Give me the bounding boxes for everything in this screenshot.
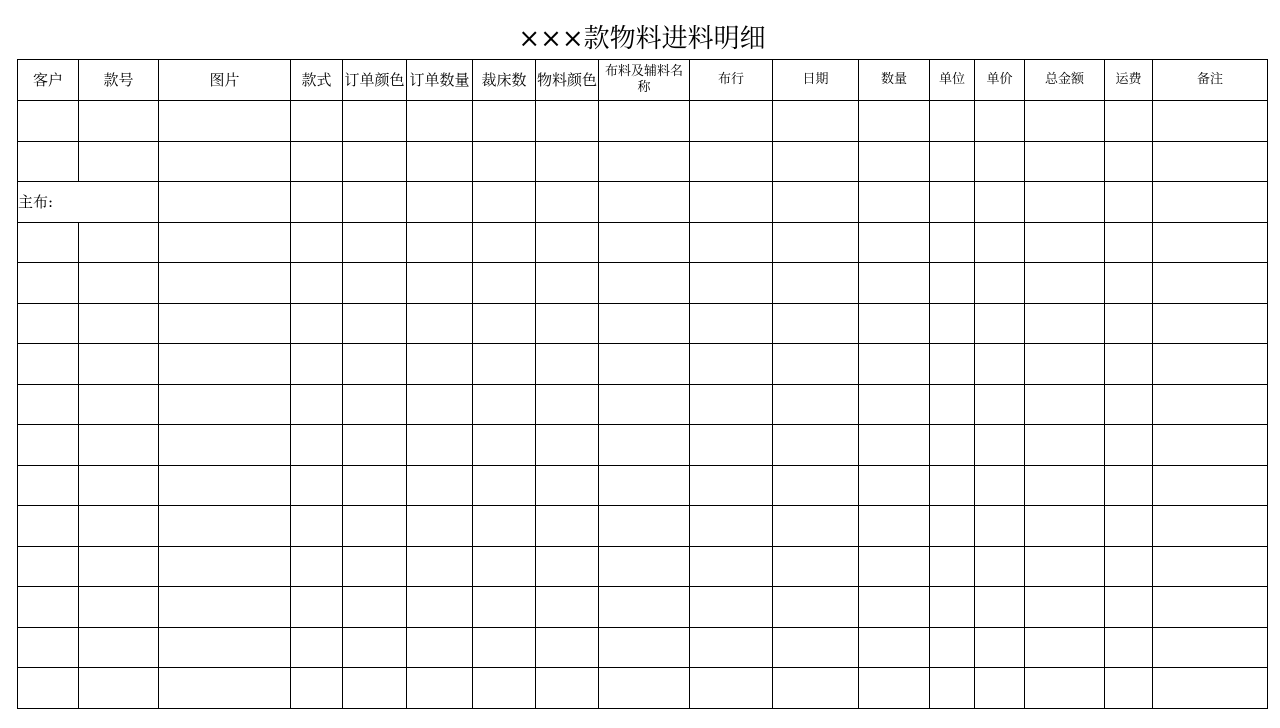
table-cell[interactable]	[473, 506, 536, 547]
table-cell[interactable]	[690, 263, 773, 304]
table-cell[interactable]	[159, 384, 291, 425]
column-header-unit: 单位	[930, 60, 975, 101]
table-cell[interactable]	[343, 141, 407, 182]
table-cell[interactable]	[930, 425, 975, 466]
table-cell[interactable]	[291, 263, 343, 304]
table-cell[interactable]	[536, 668, 599, 709]
material-intake-table	[17, 59, 1268, 709]
table-cell[interactable]	[1025, 222, 1105, 263]
table-cell[interactable]	[159, 506, 291, 547]
table-cell[interactable]	[291, 668, 343, 709]
table-cell[interactable]	[291, 384, 343, 425]
table-cell[interactable]	[536, 384, 599, 425]
table-cell[interactable]	[1105, 425, 1153, 466]
table-cell[interactable]	[536, 101, 599, 142]
table-cell[interactable]	[343, 506, 407, 547]
table-row	[18, 263, 1268, 304]
table-cell[interactable]	[599, 425, 690, 466]
table-cell[interactable]	[690, 222, 773, 263]
table-cell[interactable]	[930, 546, 975, 587]
table-cell[interactable]	[859, 141, 930, 182]
table-cell[interactable]	[599, 101, 690, 142]
table-cell[interactable]	[599, 344, 690, 385]
table-cell[interactable]	[536, 546, 599, 587]
table-cell[interactable]	[473, 182, 536, 223]
table-cell[interactable]	[473, 425, 536, 466]
table-cell[interactable]	[1105, 465, 1153, 506]
table-cell[interactable]	[690, 384, 773, 425]
table-cell[interactable]	[407, 506, 473, 547]
table-cell[interactable]	[1105, 506, 1153, 547]
table-cell[interactable]	[1025, 384, 1105, 425]
table-cell[interactable]	[975, 344, 1025, 385]
table-cell[interactable]	[1025, 303, 1105, 344]
table-cell[interactable]	[773, 141, 859, 182]
table-cell[interactable]	[343, 546, 407, 587]
table-cell[interactable]	[1025, 141, 1105, 182]
table-cell[interactable]	[536, 465, 599, 506]
table-cell[interactable]	[1105, 141, 1153, 182]
table-cell[interactable]	[859, 465, 930, 506]
table-cell[interactable]	[773, 263, 859, 304]
section-label-main-fabric: 主布:	[18, 182, 159, 223]
table-cell[interactable]	[1025, 263, 1105, 304]
column-header-order-qty: 订单数量	[407, 60, 473, 101]
table-cell[interactable]	[473, 668, 536, 709]
table-cell[interactable]	[1025, 668, 1105, 709]
table-cell[interactable]	[407, 425, 473, 466]
table-cell[interactable]	[1025, 587, 1105, 628]
table-cell[interactable]	[690, 141, 773, 182]
column-header-cut-qty: 裁床数	[473, 60, 536, 101]
table-cell[interactable]	[1105, 344, 1153, 385]
column-header-customer: 客户	[18, 60, 79, 101]
table-cell[interactable]	[79, 222, 159, 263]
table-cell[interactable]	[1153, 627, 1268, 668]
table-cell[interactable]	[291, 506, 343, 547]
table-cell[interactable]	[975, 587, 1025, 628]
table-row	[18, 506, 1268, 547]
table-cell[interactable]	[291, 546, 343, 587]
table-cell[interactable]	[343, 465, 407, 506]
table-cell[interactable]	[1025, 546, 1105, 587]
table-cell[interactable]	[930, 506, 975, 547]
table-cell[interactable]	[690, 303, 773, 344]
table-cell[interactable]	[536, 425, 599, 466]
table-cell[interactable]	[1025, 465, 1105, 506]
table-cell[interactable]	[690, 465, 773, 506]
table-cell[interactable]	[407, 627, 473, 668]
table-cell[interactable]	[1153, 668, 1268, 709]
table-cell[interactable]	[773, 222, 859, 263]
table-cell[interactable]	[773, 101, 859, 142]
table-cell[interactable]	[79, 425, 159, 466]
table-cell[interactable]	[859, 222, 930, 263]
table-cell[interactable]	[159, 222, 291, 263]
table-cell[interactable]	[407, 101, 473, 142]
table-row	[18, 465, 1268, 506]
table-cell[interactable]	[599, 384, 690, 425]
table-cell[interactable]	[18, 263, 79, 304]
table-cell[interactable]	[18, 384, 79, 425]
table-cell[interactable]	[536, 141, 599, 182]
table-cell[interactable]	[975, 303, 1025, 344]
table-row	[18, 587, 1268, 628]
table-cell[interactable]	[773, 506, 859, 547]
table-cell[interactable]	[18, 465, 79, 506]
table-cell[interactable]	[159, 465, 291, 506]
table-row	[18, 627, 1268, 668]
table-cell[interactable]	[343, 587, 407, 628]
table-cell[interactable]	[1105, 668, 1153, 709]
table-cell[interactable]	[1025, 101, 1105, 142]
table-cell[interactable]	[473, 222, 536, 263]
table-cell[interactable]	[859, 546, 930, 587]
table-cell[interactable]	[1105, 587, 1153, 628]
table-cell[interactable]	[18, 344, 79, 385]
table-cell[interactable]	[773, 384, 859, 425]
table-cell[interactable]	[690, 668, 773, 709]
table-cell[interactable]	[18, 425, 79, 466]
table-cell[interactable]	[1153, 182, 1268, 223]
table-cell[interactable]	[291, 465, 343, 506]
table-cell[interactable]	[473, 263, 536, 304]
table-cell[interactable]	[18, 587, 79, 628]
table-cell[interactable]	[407, 222, 473, 263]
table-cell[interactable]	[690, 344, 773, 385]
table-cell[interactable]	[536, 222, 599, 263]
header-row	[18, 60, 1268, 101]
table-cell[interactable]	[343, 263, 407, 304]
table-cell[interactable]	[599, 546, 690, 587]
table-cell[interactable]	[18, 506, 79, 547]
table-cell[interactable]	[773, 182, 859, 223]
table-cell[interactable]	[407, 303, 473, 344]
table-cell[interactable]	[1153, 101, 1268, 142]
table-cell[interactable]	[18, 668, 79, 709]
table-cell[interactable]	[1105, 384, 1153, 425]
table-cell[interactable]	[1025, 182, 1105, 223]
table-cell[interactable]	[1153, 465, 1268, 506]
table-cell[interactable]	[859, 587, 930, 628]
table-cell[interactable]	[79, 101, 159, 142]
table-cell[interactable]	[18, 546, 79, 587]
table-cell[interactable]	[473, 303, 536, 344]
table-cell[interactable]	[18, 101, 79, 142]
table-cell[interactable]	[930, 465, 975, 506]
column-header-unit-price: 单价	[975, 60, 1025, 101]
table-cell[interactable]	[1153, 587, 1268, 628]
table-cell[interactable]	[690, 425, 773, 466]
table-cell[interactable]	[599, 182, 690, 223]
table-cell[interactable]	[975, 141, 1025, 182]
table-cell[interactable]	[291, 222, 343, 263]
table-cell[interactable]	[930, 303, 975, 344]
table-cell[interactable]	[1025, 506, 1105, 547]
table-cell[interactable]	[599, 222, 690, 263]
table-cell[interactable]	[975, 425, 1025, 466]
column-header-freight: 运费	[1105, 60, 1153, 101]
table-cell[interactable]	[773, 303, 859, 344]
table-cell[interactable]	[79, 303, 159, 344]
table-cell[interactable]	[859, 263, 930, 304]
table-cell[interactable]	[473, 101, 536, 142]
table-cell[interactable]	[930, 263, 975, 304]
table-cell[interactable]	[79, 587, 159, 628]
table-cell[interactable]	[859, 101, 930, 142]
table-cell[interactable]	[975, 182, 1025, 223]
table-cell[interactable]	[773, 425, 859, 466]
column-header-date: 日期	[773, 60, 859, 101]
column-header-material-name: 布料及辅料名称	[599, 60, 690, 101]
table-cell[interactable]	[159, 303, 291, 344]
table-cell[interactable]	[291, 425, 343, 466]
table-cell[interactable]	[859, 344, 930, 385]
table-cell[interactable]	[291, 587, 343, 628]
table-cell[interactable]	[1153, 344, 1268, 385]
table-cell[interactable]	[159, 425, 291, 466]
table-cell[interactable]	[343, 425, 407, 466]
table-cell[interactable]	[159, 587, 291, 628]
table-cell[interactable]	[1025, 627, 1105, 668]
table-cell[interactable]	[407, 546, 473, 587]
table-cell[interactable]	[159, 263, 291, 304]
table-cell[interactable]	[18, 141, 79, 182]
table-cell[interactable]	[975, 668, 1025, 709]
table-cell[interactable]	[975, 101, 1025, 142]
table-cell[interactable]	[1153, 384, 1268, 425]
table-cell[interactable]	[859, 627, 930, 668]
table-cell[interactable]	[291, 141, 343, 182]
table-cell[interactable]	[473, 627, 536, 668]
table-row	[18, 668, 1268, 709]
table-cell[interactable]	[343, 182, 407, 223]
table-cell[interactable]	[536, 344, 599, 385]
table-cell[interactable]	[536, 303, 599, 344]
table-cell[interactable]	[159, 182, 291, 223]
table-cell[interactable]	[599, 141, 690, 182]
table-cell[interactable]	[599, 263, 690, 304]
table-cell[interactable]	[343, 344, 407, 385]
table-cell[interactable]	[930, 384, 975, 425]
table-cell[interactable]	[975, 506, 1025, 547]
table-cell[interactable]	[690, 546, 773, 587]
table-cell[interactable]	[473, 344, 536, 385]
table-cell[interactable]	[343, 668, 407, 709]
table-cell[interactable]	[79, 141, 159, 182]
table-cell[interactable]	[1153, 141, 1268, 182]
table-row	[18, 222, 1268, 263]
table-cell[interactable]	[975, 546, 1025, 587]
table-cell[interactable]	[690, 587, 773, 628]
table-cell[interactable]	[291, 344, 343, 385]
column-header-image: 图片	[159, 60, 291, 101]
table-cell[interactable]	[536, 182, 599, 223]
table-cell[interactable]	[930, 182, 975, 223]
table-cell[interactable]	[773, 587, 859, 628]
table-cell[interactable]	[79, 384, 159, 425]
table-cell[interactable]	[159, 546, 291, 587]
table-cell[interactable]	[407, 141, 473, 182]
column-header-quantity: 数量	[859, 60, 930, 101]
column-header-style-no: 款号	[79, 60, 159, 101]
table-cell[interactable]	[343, 384, 407, 425]
table-cell[interactable]	[773, 627, 859, 668]
table-cell[interactable]	[930, 101, 975, 142]
table-cell[interactable]	[975, 384, 1025, 425]
column-header-style: 款式	[291, 60, 343, 101]
column-header-material-color: 物料颜色	[536, 60, 599, 101]
table-cell[interactable]	[975, 465, 1025, 506]
table-cell[interactable]	[1153, 546, 1268, 587]
table-cell[interactable]	[690, 182, 773, 223]
table-cell[interactable]	[473, 546, 536, 587]
table-cell[interactable]	[1025, 344, 1105, 385]
table-cell[interactable]	[773, 546, 859, 587]
table-cell[interactable]	[930, 587, 975, 628]
page-title: ×××款物料进料明细	[518, 24, 766, 54]
table-cell[interactable]	[930, 627, 975, 668]
table-cell[interactable]	[690, 101, 773, 142]
table-cell[interactable]	[18, 303, 79, 344]
table-cell[interactable]	[1153, 425, 1268, 466]
table-cell[interactable]	[79, 263, 159, 304]
table-cell[interactable]	[79, 627, 159, 668]
table-cell[interactable]	[930, 141, 975, 182]
table-cell[interactable]	[859, 384, 930, 425]
table-cell[interactable]	[536, 627, 599, 668]
table-cell[interactable]	[159, 344, 291, 385]
column-header-supplier: 布行	[690, 60, 773, 101]
table-cell[interactable]	[599, 587, 690, 628]
table-body	[18, 101, 1268, 709]
table-cell[interactable]	[18, 627, 79, 668]
table-row	[18, 425, 1268, 466]
table-cell[interactable]	[407, 668, 473, 709]
table-row	[18, 141, 1268, 182]
table-cell[interactable]	[859, 506, 930, 547]
table-cell[interactable]	[1153, 222, 1268, 263]
table-cell[interactable]	[291, 101, 343, 142]
table-cell[interactable]	[599, 668, 690, 709]
table-cell[interactable]	[407, 384, 473, 425]
table-cell[interactable]	[407, 182, 473, 223]
table-cell[interactable]	[975, 222, 1025, 263]
table-row	[18, 303, 1268, 344]
table-cell[interactable]	[1105, 222, 1153, 263]
table-cell[interactable]	[343, 101, 407, 142]
table-cell[interactable]	[473, 587, 536, 628]
table-cell[interactable]	[690, 627, 773, 668]
table-cell[interactable]	[1153, 506, 1268, 547]
table-cell[interactable]	[343, 627, 407, 668]
table-cell[interactable]	[1105, 627, 1153, 668]
table-cell[interactable]	[291, 303, 343, 344]
table-cell[interactable]	[159, 101, 291, 142]
column-header-remarks: 备注	[1153, 60, 1268, 101]
table-cell[interactable]	[159, 141, 291, 182]
table-row	[18, 546, 1268, 587]
table-cell[interactable]	[473, 465, 536, 506]
table-row	[18, 101, 1268, 142]
table-cell[interactable]	[536, 263, 599, 304]
table-cell[interactable]	[859, 303, 930, 344]
table-cell[interactable]	[473, 141, 536, 182]
table-cell[interactable]	[1105, 263, 1153, 304]
table-cell[interactable]	[343, 222, 407, 263]
table-cell[interactable]	[599, 506, 690, 547]
table-cell[interactable]	[79, 546, 159, 587]
section-row	[18, 182, 1268, 223]
table-cell[interactable]	[1153, 303, 1268, 344]
table-cell[interactable]	[18, 222, 79, 263]
table-cell[interactable]	[536, 587, 599, 628]
table-cell[interactable]	[930, 668, 975, 709]
table-cell[interactable]	[975, 627, 1025, 668]
column-header-order-color: 订单颜色	[343, 60, 407, 101]
table-cell[interactable]	[975, 263, 1025, 304]
table-cell[interactable]	[599, 627, 690, 668]
table-cell[interactable]	[407, 344, 473, 385]
table-cell[interactable]	[1105, 182, 1153, 223]
table-cell[interactable]	[79, 344, 159, 385]
table-cell[interactable]	[599, 465, 690, 506]
column-header-total-amount: 总金额	[1025, 60, 1105, 101]
table-cell[interactable]	[773, 668, 859, 709]
table-cell[interactable]	[291, 182, 343, 223]
table-cell[interactable]	[159, 627, 291, 668]
table-cell[interactable]	[473, 384, 536, 425]
table-cell[interactable]	[773, 465, 859, 506]
table-cell[interactable]	[859, 668, 930, 709]
table-cell[interactable]	[1105, 546, 1153, 587]
table-cell[interactable]	[1025, 425, 1105, 466]
table-cell[interactable]	[407, 587, 473, 628]
table-cell[interactable]	[1105, 101, 1153, 142]
table-cell[interactable]	[159, 668, 291, 709]
table-cell[interactable]	[536, 506, 599, 547]
table-cell[interactable]	[930, 222, 975, 263]
table-cell[interactable]	[930, 344, 975, 385]
table-cell[interactable]	[291, 627, 343, 668]
table-cell[interactable]	[859, 425, 930, 466]
table-cell[interactable]	[79, 465, 159, 506]
table-cell[interactable]	[79, 506, 159, 547]
table-cell[interactable]	[690, 506, 773, 547]
table-cell[interactable]	[407, 465, 473, 506]
table-cell[interactable]	[773, 344, 859, 385]
table-cell[interactable]	[1153, 263, 1268, 304]
table-row	[18, 384, 1268, 425]
table-cell[interactable]	[599, 303, 690, 344]
table-cell[interactable]	[343, 303, 407, 344]
table-cell[interactable]	[407, 263, 473, 304]
table-cell[interactable]	[859, 182, 930, 223]
table-row	[18, 344, 1268, 385]
table-cell[interactable]	[79, 668, 159, 709]
table-cell[interactable]	[1105, 303, 1153, 344]
